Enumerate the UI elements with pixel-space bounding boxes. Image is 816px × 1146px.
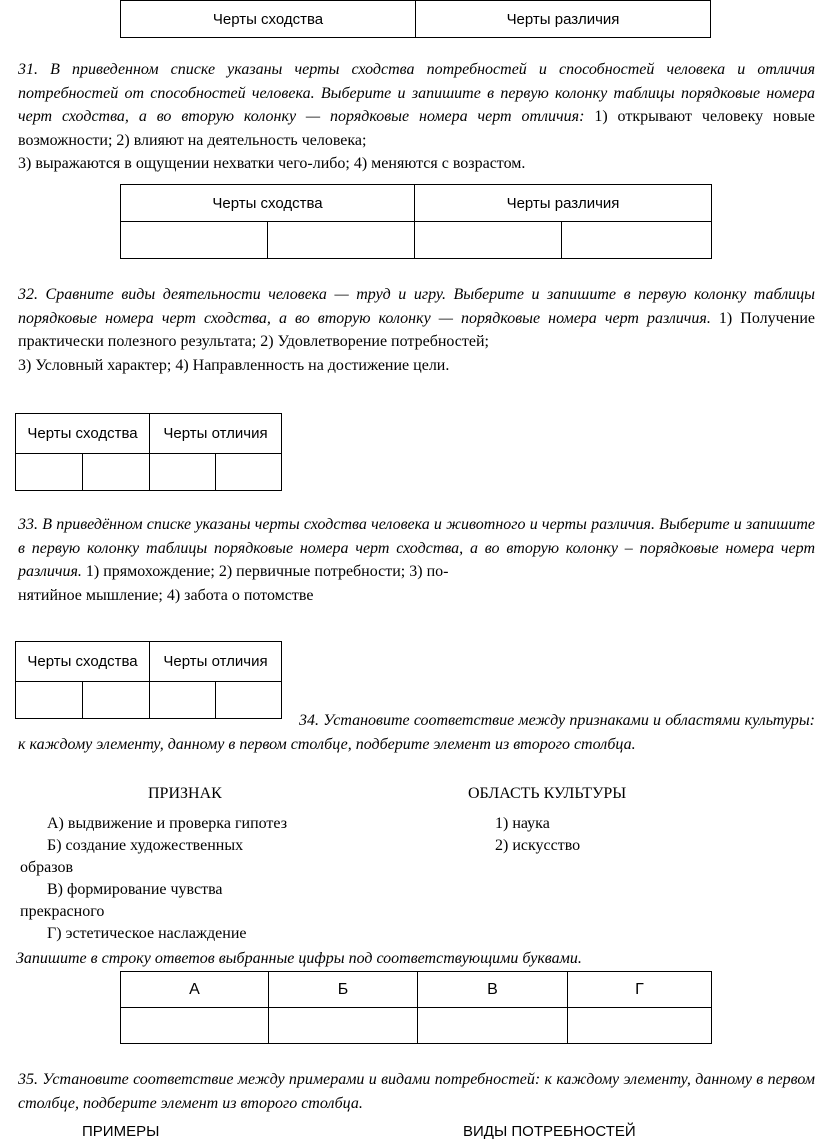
question-31-options-a: 1) открывают человеку новые возможности; 2) влияют на деятельность человека; bbox=[18, 108, 816, 149]
question-33-text: 33. В приведённом списке указаны черты сходства человека и животного и черты различия. Выберите и запишите в первую колонку таблицы порядковые номера черт сходства, а во вторую колонку – порядковые номера черт различия. bbox=[18, 516, 815, 580]
answer-table-31-header-similar: Черты сходства bbox=[121, 185, 415, 222]
q34-answer-1: 1) наука bbox=[495, 815, 550, 832]
answer-table-31-header-different: Черты различия bbox=[415, 185, 712, 222]
answer-cell[interactable] bbox=[418, 1008, 568, 1044]
question-34 bbox=[18, 709, 815, 756]
q34-item-b: Б) создание художественных bbox=[47, 837, 244, 854]
answer-cell[interactable] bbox=[121, 222, 268, 259]
question-35-text: 35. Установите соответствие между примерами и видами потребностей: к каждому элементу, данному в первом столбце, подберите элемент из второго столбца. bbox=[18, 1071, 815, 1112]
question-35 bbox=[18, 1068, 815, 1115]
answer-table-33-header-different: Черты отличия bbox=[150, 642, 282, 682]
answer-cell[interactable] bbox=[150, 454, 216, 491]
top-table bbox=[120, 0, 711, 38]
answer-table-34 bbox=[120, 971, 712, 1044]
q35-right-header: ВИДЫ ПОТРЕБНОСТЕЙ bbox=[463, 1123, 636, 1140]
answer-table-31 bbox=[120, 184, 712, 259]
question-31-options-b: 3) выражаются в ощущении нехватки чего-либо; 4) меняются с возрастом. bbox=[18, 155, 526, 172]
q34-instruction: Запишите в строку ответов выбранные цифры под соответствующими буквами. bbox=[16, 950, 582, 967]
answer-table-33-header-similar: Черты сходства bbox=[16, 642, 150, 682]
answer-cell[interactable] bbox=[121, 1008, 269, 1044]
answer-cell[interactable] bbox=[568, 1008, 712, 1044]
answer-table-32-header-similar: Черты сходства bbox=[16, 414, 150, 454]
question-32-options-a: 1) Получение практически полезного результата; 2) Удовлетворение потребностей; bbox=[18, 309, 816, 350]
q34-left-header: ПРИЗНАК bbox=[148, 785, 222, 802]
question-32-text: 32. Сравните виды деятельности человека — труд и игру. Выберите и запишите в первую колонку таблицы порядковые номера черт сходства, а во вторую колонку — порядковые номера черт различия. bbox=[18, 286, 815, 327]
answer-cell[interactable] bbox=[16, 454, 83, 491]
question-31-text: 31. В приведенном списке указаны черты сходства потребностей и способностей человека и отличия потребностей от способностей человека. Выберите и запишите в первую колонку таблицы порядковые номера черт сходства, а во вторую колонку — порядковые номера черт отличия: bbox=[18, 61, 815, 125]
answer-table-32-header-different: Черты отличия bbox=[150, 414, 282, 454]
q34-item-c-cont: прекрасного bbox=[20, 903, 105, 920]
question-33 bbox=[18, 513, 815, 607]
answer-cell[interactable] bbox=[268, 222, 415, 259]
q35-left-header: ПРИМЕРЫ bbox=[82, 1123, 160, 1140]
answer-cell[interactable] bbox=[83, 454, 150, 491]
answer-cell[interactable] bbox=[216, 454, 282, 491]
question-32-options-b: 3) Условный характер; 4) Направленность на достижение цели. bbox=[18, 356, 450, 374]
top-table-header-similar: Черты сходства bbox=[121, 1, 416, 38]
q34-answer-2: 2) искусство bbox=[495, 837, 581, 854]
letter-g: Г bbox=[568, 972, 712, 1008]
top-table-header-different: Черты различия bbox=[416, 1, 711, 38]
q34-right-header: ОБЛАСТЬ КУЛЬТУРЫ bbox=[468, 785, 627, 802]
q34-item-b-cont: образов bbox=[20, 859, 74, 876]
letter-a: А bbox=[121, 972, 269, 1008]
answer-cell[interactable] bbox=[269, 1008, 418, 1044]
answer-table-33 bbox=[15, 641, 282, 719]
answer-table-32 bbox=[15, 413, 282, 491]
letter-b: Б bbox=[269, 972, 418, 1008]
answer-cell[interactable] bbox=[562, 222, 712, 259]
letter-v: В bbox=[418, 972, 568, 1008]
question-33-options-a: 1) прямохождение; 2) первичные потребности; 3) по- bbox=[85, 563, 449, 580]
q34-item-c: В) формирование чувства bbox=[47, 881, 223, 898]
question-32 bbox=[18, 283, 815, 377]
question-33-options-b: нятийное мышление; 4) забота о потомстве bbox=[18, 586, 314, 604]
q34-item-d: Г) эстетическое наслаждение bbox=[47, 925, 247, 942]
answer-cell[interactable] bbox=[415, 222, 562, 259]
question-31 bbox=[18, 58, 815, 176]
q34-item-a: А) выдвижение и проверка гипотез bbox=[47, 815, 288, 832]
question-34-text: 34. Установите соответствие между признаками и областями культуры: к каждому элементу, данному в первом столбце, подберите элемент из второго столбца. bbox=[18, 712, 815, 753]
